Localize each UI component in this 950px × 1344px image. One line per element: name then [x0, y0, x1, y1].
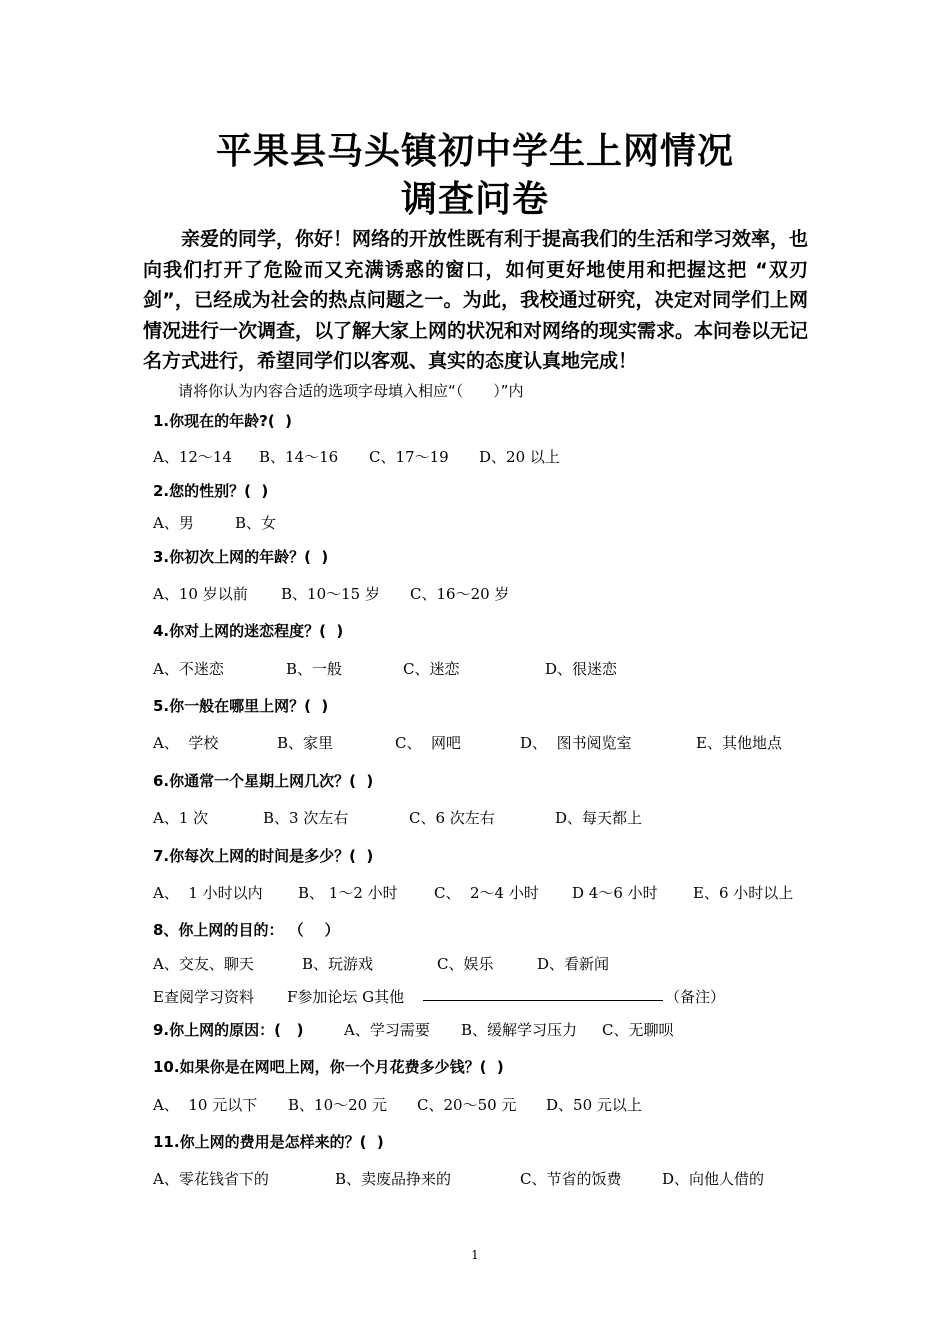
- option: A、交友、聊天: [153, 955, 254, 973]
- title-line-1: 平果县马头镇初中学生上网情况: [215, 131, 734, 172]
- option: C、16～20 岁: [410, 585, 510, 603]
- option: （备注）: [665, 988, 726, 1006]
- option: E查阅学习资料: [153, 988, 254, 1006]
- option: A、 1 小时以内: [153, 884, 263, 902]
- option: D 4～6 小时: [572, 884, 658, 902]
- option: C、无聊呗: [602, 1021, 674, 1039]
- question-10: 10.如果你是在网吧上网，你一个月花费多少钱？( ): [153, 1058, 504, 1076]
- option: D、 图书阅览室: [520, 734, 632, 752]
- option: C、 网吧: [395, 734, 462, 752]
- option: B、10～20 元: [288, 1096, 387, 1114]
- option: D、20 以上: [479, 448, 560, 466]
- option: C、17～19: [369, 448, 449, 466]
- option: D、很迷恋: [545, 660, 618, 678]
- option: B、一般: [286, 660, 343, 678]
- page-number: 1: [471, 1248, 479, 1262]
- option: A、10 岁以前: [153, 585, 248, 603]
- option: B、缓解学习压力: [461, 1021, 578, 1039]
- option: A、12～14: [153, 448, 233, 466]
- question-7: 7.你每次上网的时间是多少？( ): [153, 847, 374, 865]
- instruction-text: 请将你认为内容合适的选项字母填入相应“（ ）”内: [178, 382, 524, 400]
- option: B、14～16: [259, 448, 339, 466]
- option: D、每天都上: [555, 809, 643, 827]
- option: B、玩游戏: [302, 955, 374, 973]
- option: A、零花钱省下的: [153, 1170, 269, 1188]
- option: A、不迷恋: [153, 660, 224, 678]
- option: D、50 元以上: [546, 1096, 642, 1114]
- question-2: 2.您的性别？( ): [153, 482, 269, 500]
- option: A、 10 元以下: [153, 1096, 258, 1114]
- option: B、10～15 岁: [281, 585, 380, 603]
- option: C、 2～4 小时: [434, 884, 539, 902]
- question-8: 8、你上网的目的： （ ）: [153, 921, 340, 939]
- option: A、1 次: [153, 809, 209, 827]
- question-3: 3.你初次上网的年龄？( ): [153, 548, 329, 566]
- option: C、迷恋: [403, 660, 460, 678]
- question-5: 5.你一般在哪里上网？( ): [153, 697, 329, 715]
- option: C、节省的饭费: [520, 1170, 622, 1188]
- option: D、向他人借的: [662, 1170, 765, 1188]
- question-11: 11.你上网的费用是怎样来的？( ): [153, 1133, 384, 1151]
- option: C、20～50 元: [417, 1096, 517, 1114]
- option: E、6 小时以上: [693, 884, 794, 902]
- fill-in-blank: [423, 985, 663, 1001]
- option: C、6 次左右: [409, 809, 495, 827]
- option: B、家里: [277, 734, 334, 752]
- option: E、其他地点: [696, 734, 782, 752]
- question-9: 9.你上网的原因：( ): [153, 1021, 304, 1039]
- option: A、学习需要: [344, 1021, 430, 1039]
- option: C、娱乐: [437, 955, 494, 973]
- option: D、看新闻: [537, 955, 610, 973]
- option: B、 1～2 小时: [298, 884, 398, 902]
- question-1: 1.你现在的年龄?( ): [153, 412, 292, 430]
- option: B、卖废品挣来的: [335, 1170, 452, 1188]
- title-line-2: 调查问卷: [400, 179, 549, 220]
- intro-paragraph: 亲爱的同学，你好！网络的开放性既有利于提高我们的生活和学习效率，也向我们打开了危险而又充满诱惑的窗口，如何更好地使用和把握这把 “双刃剑”，已经成为社会的热点问题之一。为此，我校通过研究，决定对同学们上网情况进行一次调查，以了解大家上网的状况和对网络的现实需求。本问卷以无记名方式进行，希望同学们以客观、真实的态度认真地完成！: [143, 228, 809, 372]
- option: A、男: [153, 514, 194, 532]
- question-4: 4.你对上网的迷恋程度？( ): [153, 622, 344, 640]
- option: F参加论坛 G其他: [287, 988, 405, 1006]
- option: B、女: [235, 514, 277, 532]
- question-6: 6.你通常一个星期上网几次？( ): [153, 772, 374, 790]
- option: A、 学校: [153, 734, 219, 752]
- option: B、3 次左右: [263, 809, 349, 827]
